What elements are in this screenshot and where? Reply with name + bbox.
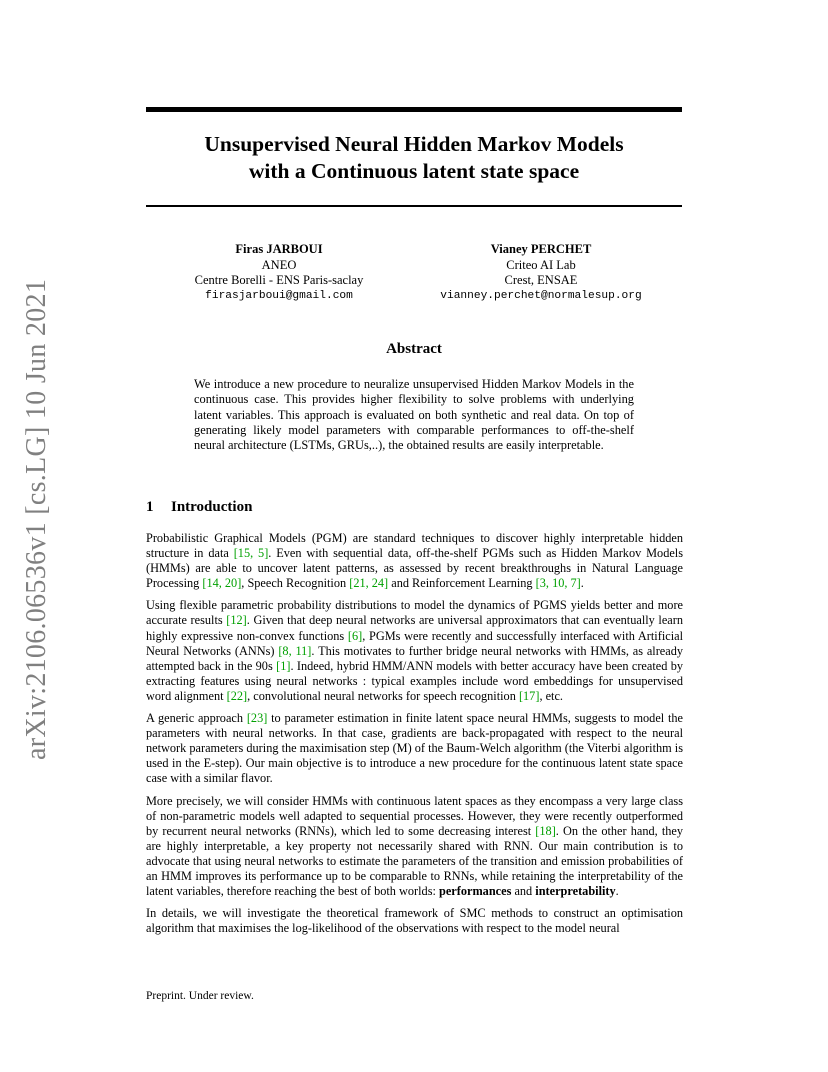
citation-link[interactable]: [22]	[226, 688, 248, 703]
author-name: Vianey PERCHET	[490, 242, 592, 256]
title-top-rule	[146, 107, 682, 112]
footer-note: Preprint. Under review.	[146, 990, 254, 1002]
citation-link[interactable]: [1]	[276, 658, 291, 673]
citation-link[interactable]: [23]	[246, 711, 268, 726]
author-affiliation: ANEO	[261, 257, 297, 272]
citation-link[interactable]: [14, 20]	[202, 576, 242, 591]
title-bottom-rule	[146, 205, 682, 207]
paragraph-4: More precisely, we will consider HMMs with continuous latent spaces as they encompass a very large class of non-parametric models well adapted to sequential processes. However, they were recently outperformed by recurrent neural networks (RNNs), which led to some decreasing interest [18]. On the other hand, they are highly interpretable, a key property not necessarily shared with RNN. Our main contribution is to advocate that using neural networks to estimate the parameters of the transition and emission probabilities of an HMM improves its performance up to be comparable to RNNs, while retaining the interpretability of the latent variables, therefore reaching the best of both worlds: performances and interpretability.	[146, 793, 683, 899]
paper-title	[146, 131, 682, 185]
section-title: Introduction	[171, 499, 253, 515]
author-2	[416, 242, 666, 304]
body-text	[146, 531, 683, 943]
citation-link[interactable]: [12]	[226, 613, 247, 628]
author-name: Firas JARBOUI	[235, 242, 323, 256]
paragraph-1: Probabilistic Graphical Models (PGM) are standard techniques to discover highly interpretable hidden structure in data [15, 5]. Even with sequential data, off-the-shelf PGMs such as Hidden Markov Models (HMMs) are able to uncover latent patterns, as assessed by recent breakthroughs in Natural Language Processing [14, 20], Speech Recognition [21, 24] and Reinforcement Learning [3, 10, 7].	[146, 531, 684, 591]
citation-link[interactable]: [17]	[518, 688, 540, 703]
section-number: 1	[146, 499, 154, 515]
citation-link[interactable]: [21, 24]	[349, 576, 389, 591]
citation-link[interactable]: [6]	[347, 628, 363, 643]
emphasis-interpretability: interpretability	[535, 884, 616, 899]
author-affiliation: Crest, ENSAE	[504, 273, 578, 288]
title-line-2: with a Continuous latent state space	[248, 159, 580, 183]
paragraph-2: Using flexible parametric probability distributions to model the dynamics of PGMS yields better and more accurate results [12]. Given that deep neural networks are universal approximators that can eventually learn highly expressive non-convex functions [6], PGMs were recently and successfully interfaced with Artificial Neural Networks (ANNs) [8, 11]. This motivates to further bridge neural networks with HMMs, as already attempted back in the 90s [1]. Indeed, hybrid HMM/ANN models with better accuracy have been created by extracting features using neural networks : typical examples include word embeddings for unsupervised word alignment [22], convolutional neural networks for speech recognition [17], etc.	[146, 598, 684, 703]
citation-link[interactable]: [18]	[535, 823, 556, 838]
citation-link[interactable]: [15, 5]	[233, 546, 269, 561]
citation-link[interactable]: [3, 10, 7]	[535, 576, 581, 591]
paragraph-3: A generic approach [23] to parameter estimation in finite latent space neural HMMs, suggests to model the parameters with neural networks. In that case, gradients are back-propagated with respect to the neural network parameters during the maximisation step (M) of the Baum-Welch algorithm (the Viterbi algorithm is used in the E-step). Our main objective is to introduce a new procedure for the continuous latent state space case with a similar flavor.	[146, 711, 684, 786]
author-affiliation: Centre Borelli - ENS Paris-saclay	[194, 273, 364, 288]
abstract-text: We introduce a new procedure to neuralize unsupervised Hidden Markov Models in the continuous case. This provides higher flexibility to solve problems with underlying latent variables. This approach is evaluated on both synthetic and real data. On top of generating likely model parameters with comparable performances to off-the-shelf neural architecture (LSTMs, GRUs,..), the obtained results are easily interpretable.	[194, 377, 634, 453]
author-1	[164, 242, 394, 304]
emphasis-performances: performances	[438, 884, 512, 899]
author-email: firasjarboui@gmail.com	[205, 289, 353, 302]
author-email: vianney.perchet@normalesup.org	[440, 289, 642, 302]
section-heading	[146, 499, 252, 516]
citation-link[interactable]: [8, 11]	[278, 643, 312, 658]
abstract-heading: Abstract	[386, 341, 442, 357]
arxiv-identifier: arXiv:2106.06536v1 [cs.LG] 10 Jun 2021	[21, 278, 52, 760]
paragraph-5: In details, we will investigate the theoretical framework of SMC methods to construct an optimisation algorithm that maximises the log-likelihood of the observations with respect to the model neural	[146, 906, 683, 936]
author-affiliation: Criteo AI Lab	[506, 257, 576, 272]
title-line-1: Unsupervised Neural Hidden Markov Models	[204, 132, 624, 156]
